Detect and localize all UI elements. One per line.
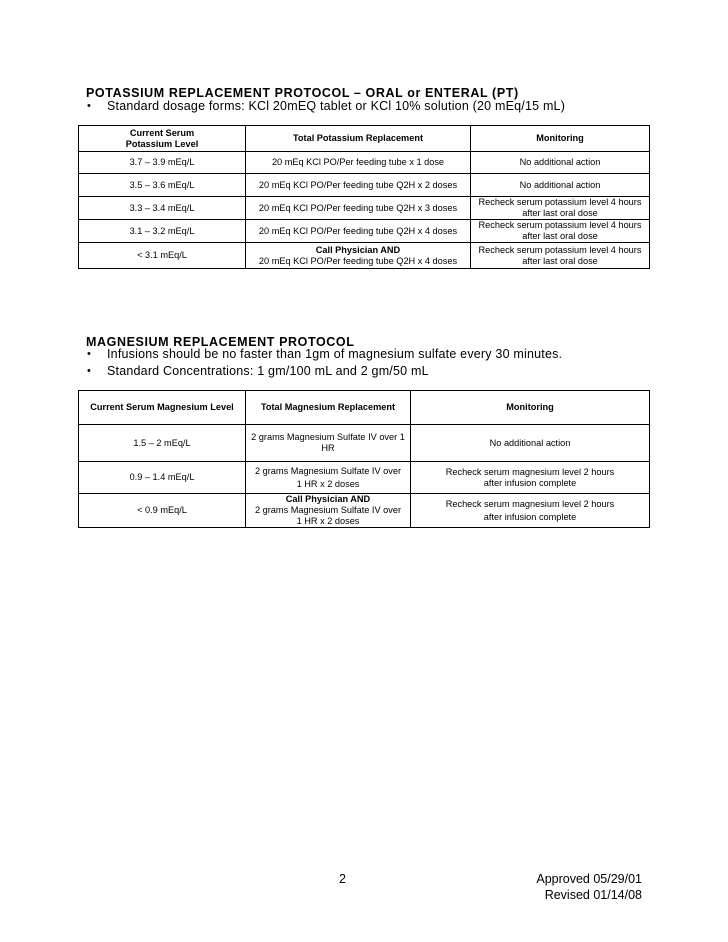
monitoring-cell: Recheck serum potassium level 4 hours after last oral dose [471, 243, 650, 269]
level-cell: 0.9 – 1.4 mEq/L [79, 462, 246, 494]
approved-date: Approved 05/29/01 [536, 872, 642, 886]
level-cell: 3.5 – 3.6 mEq/L [79, 174, 246, 197]
level-cell: < 0.9 mEq/L [79, 494, 246, 528]
replacement-cell: 20 mEq KCl PO/Per feeding tube Q2H x 2 doses [246, 174, 471, 197]
replacement-cell: 2 grams Magnesium Sulfate IV over 1 HR x 2 doses [246, 462, 411, 494]
header-monitoring: Monitoring [411, 391, 650, 425]
monitoring-cell: Recheck serum magnesium level 2 hours after infusion complete [411, 494, 650, 528]
table-row [79, 462, 650, 494]
potassium-table [78, 125, 650, 269]
revised-date: Revised 01/14/08 [544, 887, 642, 902]
replacement-cell: 20 mEq KCl PO/Per feeding tube Q2H x 3 doses [246, 197, 471, 220]
replacement-cell [246, 243, 471, 269]
table-row [79, 243, 650, 269]
header-current-level: Current Serum Potassium Level [79, 126, 246, 152]
table-row [79, 174, 650, 197]
replacement-cell: 20 mEq KCl PO/Per feeding tube x 1 dose [246, 152, 471, 174]
monitoring-cell: Recheck serum potassium level 4 hours after last oral dose [471, 220, 650, 243]
level-cell: 1.5 – 2 mEq/L [79, 425, 246, 462]
magnesium-table-header-row [79, 391, 650, 425]
monitoring-cell: No additional action [471, 174, 650, 197]
monitoring-cell: Recheck serum potassium level 4 hours after last oral dose [471, 197, 650, 220]
table-row [79, 220, 650, 243]
revision-info [536, 872, 642, 903]
potassium-bullet-list [86, 98, 565, 115]
level-cell: 3.3 – 3.4 mEq/L [79, 197, 246, 220]
replacement-text: 2 grams Magnesium Sulfate IV over 1 HR x 2 doses [254, 505, 402, 526]
magnesium-table [78, 390, 650, 528]
table-row [79, 197, 650, 220]
header-replacement: Total Potassium Replacement [246, 126, 471, 152]
replacement-text: 20 mEq KCl PO/Per feeding tube Q2H x 4 doses [258, 255, 458, 266]
header-current-level: Current Serum Magnesium Level [79, 391, 246, 425]
page-number: 2 [339, 872, 346, 886]
replacement-cell: 2 grams Magnesium Sulfate IV over 1 HR [246, 425, 411, 462]
replacement-note: Call Physician AND [285, 494, 371, 504]
replacement-cell: 20 mEq KCl PO/Per feeding tube Q2H x 4 doses [246, 220, 471, 243]
magnesium-section-title: MAGNESIUM REPLACEMENT PROTOCOL [86, 335, 355, 349]
monitoring-cell: No additional action [471, 152, 650, 174]
level-cell: < 3.1 mEq/L [79, 243, 246, 269]
potassium-table-header-row [79, 126, 650, 152]
table-row [79, 425, 650, 462]
replacement-cell [246, 494, 411, 528]
monitoring-cell: Recheck serum magnesium level 2 hours after infusion complete [411, 462, 650, 494]
replacement-note: Call Physician AND [315, 244, 401, 255]
level-cell: 3.7 – 3.9 mEq/L [79, 152, 246, 174]
table-row [79, 152, 650, 174]
level-cell: 3.1 – 3.2 mEq/L [79, 220, 246, 243]
monitoring-cell: No additional action [411, 425, 650, 462]
magnesium-bullet-list [86, 346, 562, 380]
magnesium-bullet-infusion-rate: • Infusions should be no faster than 1gm of magnesium sulfate every 30 minutes. [86, 346, 562, 363]
table-row [79, 494, 650, 528]
potassium-bullet-dosage-forms: • Standard dosage forms: KCl 20mEQ tablet or KCl 10% solution (20 mEq/15 mL) [86, 98, 565, 115]
header-monitoring: Monitoring [471, 126, 650, 152]
magnesium-bullet-concentrations: • Standard Concentrations: 1 gm/100 mL and 2 gm/50 mL [86, 363, 562, 380]
potassium-section-title: POTASSIUM REPLACEMENT PROTOCOL – ORAL or ENTERAL (PT) [86, 86, 519, 100]
header-replacement: Total Magnesium Replacement [246, 391, 411, 425]
